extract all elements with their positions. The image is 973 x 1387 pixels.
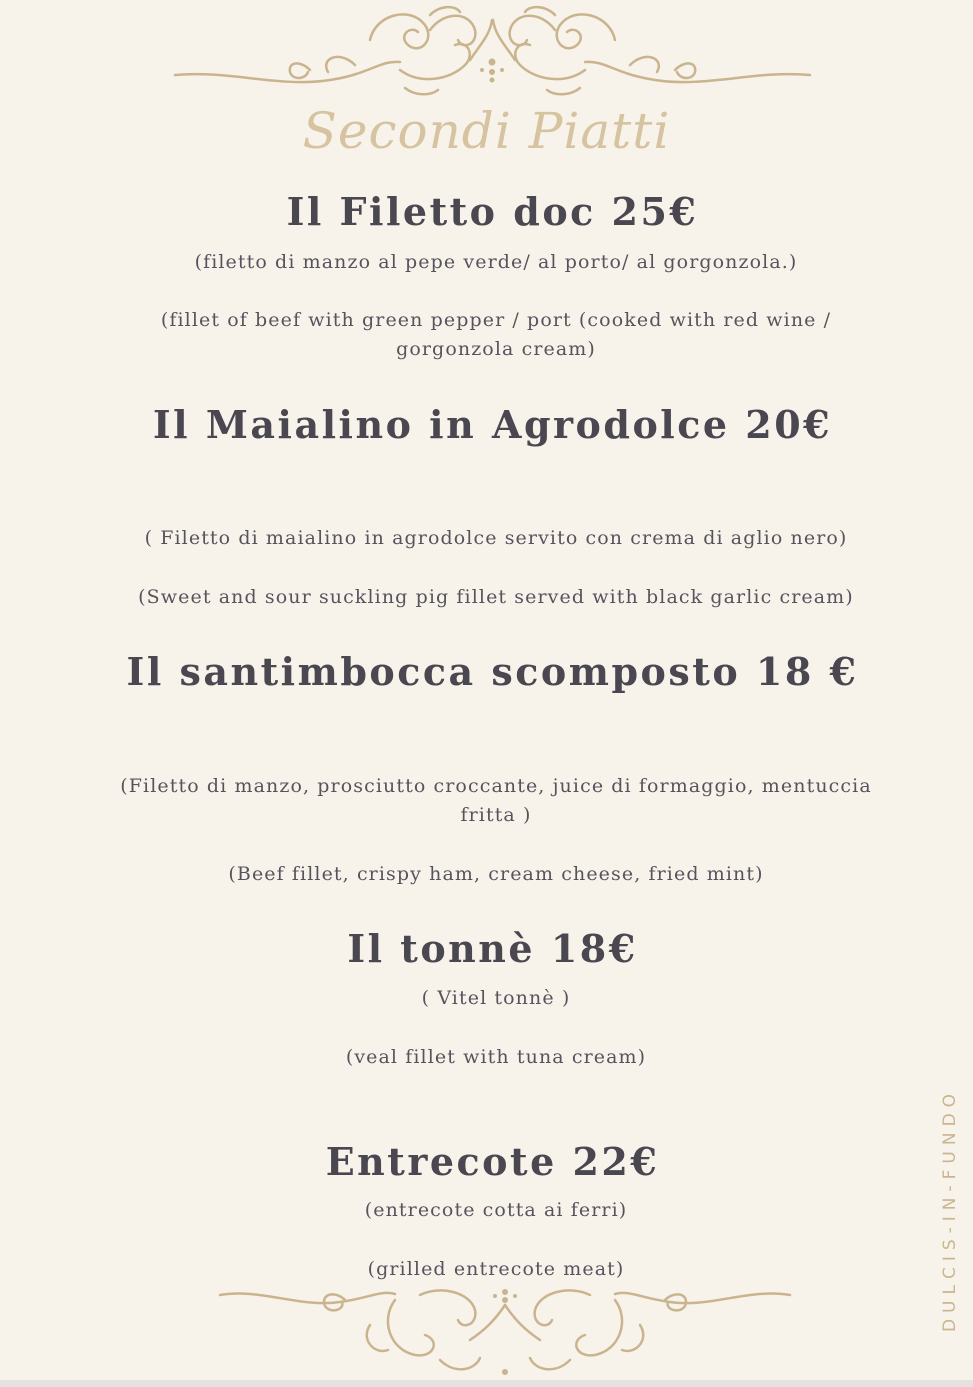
menu-item-description-en: (veal fillet with tuna cream): [345, 1046, 647, 1068]
menu-item-description-it: ( Vitel tonnè ): [421, 987, 571, 1009]
menu-item-description-en: (grilled entrecote meat): [367, 1258, 625, 1280]
menu-item-description-it: (Filetto di manzo, prosciutto croccante, juice di formaggio, mentuccia fritta ): [120, 775, 872, 826]
brand-vertical-label: [930, 1060, 970, 1360]
menu-item-description-en: (Beef fillet, crispy ham, cream cheese, fried mint): [228, 863, 764, 885]
menu-item-name: Il Maialino in Agrodolce 20€: [152, 402, 833, 447]
menu-item-description-en: (Sweet and sour suckling pig fillet served with black garlic cream): [138, 586, 854, 608]
flourish-ornament-icon: [170, 1280, 815, 1380]
menu-item-name: Entrecote 22€: [325, 1139, 660, 1184]
menu-item-name: Il Filetto doc 25€: [286, 189, 699, 234]
menu-item-name: Il santimbocca scomposto 18 €: [126, 649, 859, 694]
menu-item-description-it: (filetto di manzo al pepe verde/ al porto/ al gorgonzola.): [194, 251, 798, 273]
brand-text: DULCIS-IN-FUNDO: [940, 1087, 960, 1333]
menu-item-description-en: (fillet of beef with green pepper / port (cooked with red wine / gorgonzola cream): [160, 309, 832, 360]
menu-item-description-it: ( Filetto di maialino in agrodolce servito con crema di aglio nero): [144, 527, 848, 549]
bottom-strip: [0, 1380, 973, 1387]
flourish-ornament-icon: [170, 0, 815, 100]
menu-item-description-it: (entrecote cotta ai ferri): [364, 1199, 628, 1221]
menu-item-name: Il tonnè 18€: [347, 926, 638, 971]
section-title: Secondi Piatti: [302, 102, 671, 160]
